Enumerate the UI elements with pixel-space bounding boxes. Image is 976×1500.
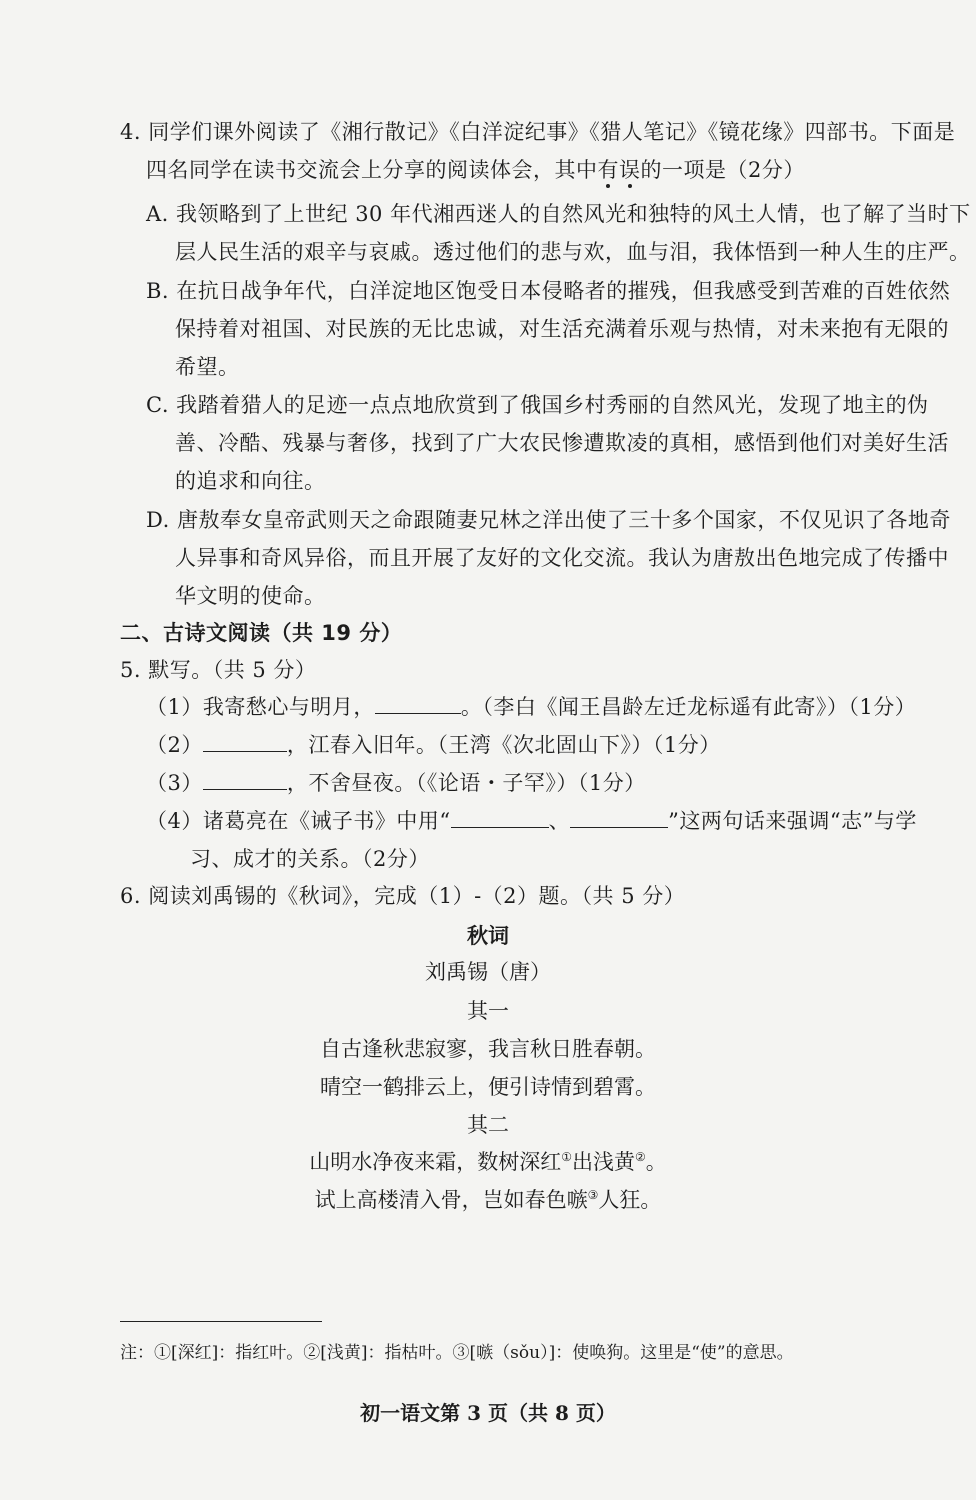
poem-part2-line2-end: 人狂。: [598, 1188, 662, 1212]
q6-stem: 6. 阅读刘禹锡的《秋词》，完成（1）-（2）题。（共 5 分）: [120, 884, 686, 908]
poem-part1-line2: 晴空一鹤排云上，便引诗情到碧霄。: [320, 1075, 656, 1099]
page-footer: 初一语文第 3 页（共 8 页）: [360, 1401, 616, 1425]
q4-option-c-line3: 的追求和向往。: [175, 469, 326, 493]
q5-item4-tail: ”这两句话来强调“志”与学: [668, 809, 917, 833]
poem-part2-line1-end: 。: [645, 1150, 667, 1174]
q4-option-b-line3: 希望。: [175, 355, 240, 379]
answer-blank-1[interactable]: [375, 693, 461, 714]
q4-option-a-line2: 层人民生活的艰辛与哀戚。透过他们的悲与欢，血与泪，我体悟到一种人生的庄严。: [175, 240, 971, 264]
q4-option-c-line2: 善、冷酷、残暴与奢侈，找到了广大农民惨遭欺凌的真相，感悟到他们对美好生活: [175, 431, 949, 455]
q4-stem-line2-score: 的一项是（2分）: [640, 158, 805, 182]
q5-item1-text: （1）我寄愁心与明月，: [146, 695, 375, 719]
emphasis-dot-you: 有: [597, 158, 619, 182]
q4-option-d-line1: D. 唐敖奉女皇帝武则天之命跟随妻兄林之洋出使了三十多个国家，不仅见识了各地奇: [146, 508, 951, 532]
q4-option-c-line1: C. 我踏着猎人的足迹一点点地欣赏到了俄国乡村秀丽的自然风光，发现了地主的伪: [146, 393, 929, 417]
q5-item3-text: ，不舍昼夜。（《论语・子罕》）（1分）: [286, 771, 646, 795]
poem-part1-title: 其一: [467, 999, 509, 1023]
poem-part2-line1-text: 山明水净夜来霜，数树深红: [309, 1150, 562, 1174]
poem-title: 秋词: [467, 924, 509, 948]
q4-stem-line2-text: 四名同学在读书交流会上分享的阅读体会，其中: [146, 158, 598, 182]
q4-stem-line1: 4. 同学们课外阅读了《湘行散记》《白洋淀纪事》《猎人笔记》《镜花缘》四部书。下面是: [120, 120, 956, 144]
footnote-marker-2: ②: [635, 1150, 646, 1164]
q5-item4-line1: [146, 806, 917, 836]
footnote: 注：①[深红]：指红叶。②[浅黄]：指枯叶。③[嗾（sǒu）]：使唤狗。这里是“使”的意思。: [120, 1343, 794, 1363]
q4-option-d-line3: 华文明的使命。: [175, 584, 326, 608]
footnote-marker-1: ①: [561, 1150, 572, 1164]
q5-stem: 5. 默写。（共 5 分）: [120, 658, 317, 682]
q5-item4-separator: 、: [548, 809, 571, 833]
q4-stem-line2: [146, 155, 805, 185]
poem-part2-line1-text2: 出浅黄: [572, 1150, 635, 1174]
answer-blank-2[interactable]: [203, 731, 287, 752]
q5-item3-number: （3）: [146, 771, 203, 795]
q5-item3: [146, 768, 646, 798]
emphasis-dot-wu: 误: [619, 158, 641, 182]
q5-item1: [146, 692, 916, 722]
poem-author: 刘禹锡（唐）: [425, 960, 551, 984]
footnote-marker-3: ③: [587, 1188, 599, 1202]
poem-part2-title: 其二: [467, 1113, 509, 1137]
answer-blank-4a[interactable]: [451, 807, 549, 828]
q4-option-a-line1: A. 我领略到了上世纪 30 年代湘西迷人的自然风光和独特的风土人情，也了解了当时下: [146, 202, 971, 226]
q5-item4-line2: 习、成才的关系。（2分）: [190, 847, 430, 871]
answer-blank-4b[interactable]: [570, 807, 668, 828]
poem-part2-line2-text: 试上高楼清入骨，岂如春色嗾: [314, 1188, 588, 1212]
q4-option-b-line2: 保持着对祖国、对民族的无比忠诚，对生活充满着乐观与热情，对未来抱有无限的: [175, 317, 949, 341]
section2-heading: 二、古诗文阅读（共 19 分）: [120, 621, 403, 645]
q5-item2-text: ，江春入旧年。（王湾《次北固山下》）（1分）: [286, 733, 721, 757]
q5-item4-text: （4）诸葛亮在《诫子书》中用“: [146, 809, 451, 833]
q4-option-d-line2: 人异事和奇风异俗，而且开展了友好的文化交流。我认为唐敖出色地完成了传播中: [175, 546, 949, 570]
poem-part1-line1: 自古逢秋悲寂寥，我言秋日胜春朝。: [320, 1037, 656, 1061]
q5-item2-number: （2）: [146, 733, 203, 757]
answer-blank-3[interactable]: [203, 769, 287, 790]
q5-item2: [146, 730, 721, 760]
q5-item1-source: 。（李白《闻王昌龄左迁龙标遥有此寄》）（1分）: [460, 695, 917, 719]
q4-option-b-line1: B. 在抗日战争年代，白洋淀地区饱受日本侵略者的摧残，但我感受到苦难的百姓依然: [146, 279, 951, 303]
poem-part2-line1: [0, 1147, 976, 1177]
poem-part2-line2: [0, 1185, 976, 1215]
footnote-rule: [120, 1321, 322, 1322]
